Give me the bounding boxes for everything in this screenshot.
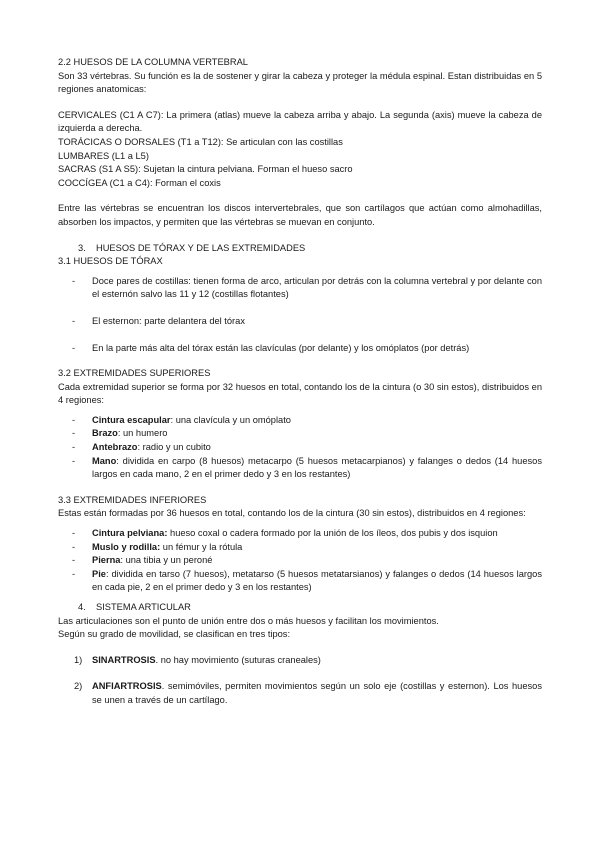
region-coccigea: COCCÍGEA (C1 a C4): Forman el coxis xyxy=(58,177,221,188)
section-4-title: SISTEMA ARTICULAR xyxy=(96,602,191,612)
document-page xyxy=(58,56,542,708)
list-item: - Cintura pelviana: hueso coxal o cadera formado por la unión de los íleos, dos pubis y dos isquion xyxy=(72,528,498,539)
section-3-title: HUESOS DE TÓRAX Y DE LAS EXTREMIDADES xyxy=(96,242,306,253)
torax-list xyxy=(58,275,542,355)
region-toracicas: TORÁCICAS O DORSALES (T1 a T12): Se articulan con las costillas xyxy=(58,136,343,147)
section-4-number: 4. xyxy=(78,602,86,612)
list-item: 2) ANFIARTROSIS. semimóviles, permiten movimientos según un solo eje (costillas y esternon). Los huesos se unen a través de un cartílago. xyxy=(74,681,542,705)
section-3-3-intro: Estas están formadas por 36 huesos en total, contando los de la cintura (30 sin estos), distribuidos en 4 regiones: xyxy=(58,508,526,519)
extremidades-superiores-list xyxy=(58,414,542,482)
section-4-heading xyxy=(78,601,542,615)
section-2-2-intro: Son 33 vértebras. Su función es la de sostener y girar la cabeza y proteger la médula espinal. Estan distribuidas en 5 regiones anatomicas: xyxy=(58,70,542,95)
region-cervicales: CERVICALES (C1 A C7): La primera (atlas) mueve la cabeza arriba y abajo. La segunda (axis) mueve la cabeza de izquierda a derecha. xyxy=(58,109,542,134)
region-lumbares: LUMBARES (L1 a L5) xyxy=(58,150,149,161)
extremidades-inferiores-list xyxy=(58,527,542,595)
list-item: - Muslo y rodilla: un fémur y la rótula xyxy=(72,541,243,552)
section-4-line-1: Las articulaciones son el punto de unión entre dos o más huesos y facilitan los movimientos. xyxy=(58,615,439,626)
section-3-2-title: 3.2 EXTREMIDADES SUPERIORES xyxy=(58,368,211,379)
section-3-1-title: 3.1 HUESOS DE TÓRAX xyxy=(58,256,163,267)
list-item: - Mano: dividida en carpo (8 huesos) metacarpo (5 huesos metacarpianos) y falanges o dedos (14 huesos largos en cada mano, 2 en el primer dedo y 3 en los restantes) xyxy=(72,455,542,480)
section-4-line-2: Según su grado de movilidad, se clasifican en tres tipos: xyxy=(58,629,291,640)
section-3-number: 3. xyxy=(78,242,86,253)
list-item: - Cintura escapular: una clavícula y un omóplato xyxy=(72,414,291,425)
articulaciones-list xyxy=(58,654,542,708)
section-3-heading xyxy=(78,242,542,256)
list-item: - Antebrazo: radio y un cubito xyxy=(72,442,211,453)
list-item: - Pie: dividida en tarso (7 huesos), metatarso (5 huesos metatarsianos) y falanges o dedos (14 huesos largos en cada pie, 2 en el primer dedo y 3 en los restantes) xyxy=(72,568,542,593)
list-item: - El esternon: parte delantera del tórax xyxy=(72,315,245,326)
section-3-2-intro: Cada extremidad superior se forma por 32 huesos en total, contando los de la cintura (o 30 sin estos), distribuidos en 4 regiones: xyxy=(58,381,542,406)
list-item: - Doce pares de costillas: tienen forma de arco, articulan por detrás con la columna vertebral y por delante con el esternón salvo las 11 y 12 (costillas flotantes) xyxy=(72,275,542,300)
section-3-3-title: 3.3 EXTREMIDADES INFERIORES xyxy=(58,494,207,505)
list-item: 1) SINARTROSIS. no hay movimiento (suturas craneales) xyxy=(74,654,321,665)
region-sacras: SACRAS (S1 A S5): Sujetan la cintura pelviana. Forman el hueso sacro xyxy=(58,164,353,175)
section-2-2-title: 2.2 HUESOS DE LA COLUMNA VERTEBRAL xyxy=(58,57,248,67)
list-item: - Pierna: una tibia y un peroné xyxy=(72,555,213,566)
discos-paragraph: Entre las vértebras se encuentran los discos intervertebrales, que son cartílagos que actúan como almohadillas, absorben los impactos, y permiten que las vértebras se muevan en conjunto. xyxy=(58,203,542,227)
list-item: - En la parte más alta del tórax están las clavículas (por delante) y los omóplatos (por detrás) xyxy=(72,342,470,353)
list-item: - Brazo: un humero xyxy=(72,428,168,439)
